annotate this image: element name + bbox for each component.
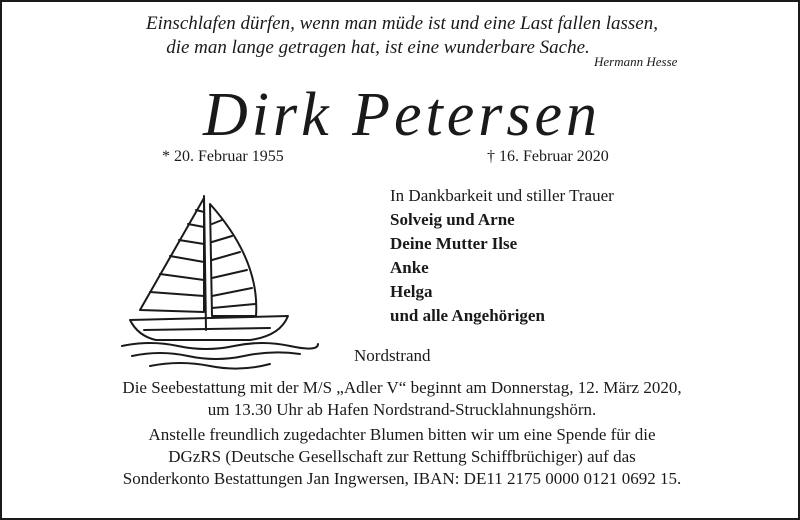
- quote-author: Hermann Hesse: [594, 54, 678, 69]
- mourners-section: [390, 184, 614, 328]
- burial-line-2: um 13.30 Uhr ab Hafen Nordstrand-Strucklahnungshörn.: [207, 400, 597, 419]
- quote-line-1: Einschlafen dürfen, wenn man müde ist und eine Last fallen lassen,: [146, 13, 658, 34]
- mourner-names: [390, 208, 614, 328]
- deceased-name: Dirk Petersen: [202, 81, 602, 149]
- birth-date: * 20. Februar 1955: [162, 148, 284, 165]
- mourners-intro: In Dankbarkeit und stiller Trauer: [390, 186, 614, 205]
- mourner-name: Helga: [390, 282, 433, 301]
- mourner-name: und alle Angehörigen: [390, 306, 545, 325]
- mourner-name: Anke: [390, 258, 429, 277]
- quote: [2, 12, 800, 69]
- place: Nordstrand: [354, 346, 431, 365]
- sailboat-icon: [120, 190, 320, 370]
- burial-line-1: Die Seebestattung mit der M/S „Adler V“ beginnt am Donnerstag, 12. März 2020,: [122, 378, 682, 397]
- mourner-name: Solveig und Arne: [390, 210, 515, 229]
- donation-line-2: DGzRS (Deutsche Gesellschaft zur Rettung Schiffbrüchiger) auf das: [168, 447, 636, 466]
- donation-line-3: Sonderkonto Bestattungen Jan Ingwersen, IBAN: DE11 2175 0000 0121 0692 15.: [122, 469, 682, 488]
- donation-block: [2, 424, 800, 490]
- mourner-name: Deine Mutter Ilse: [390, 234, 518, 253]
- death-date: † 16. Februar 2020: [487, 148, 609, 165]
- quote-line-2: die man lange getragen hat, ist eine wunderbare Sache.: [166, 37, 590, 58]
- service-info: [2, 377, 800, 490]
- donation-line-1: Anstelle freundlich zugedachter Blumen bitten wir um eine Spende für die: [148, 425, 656, 444]
